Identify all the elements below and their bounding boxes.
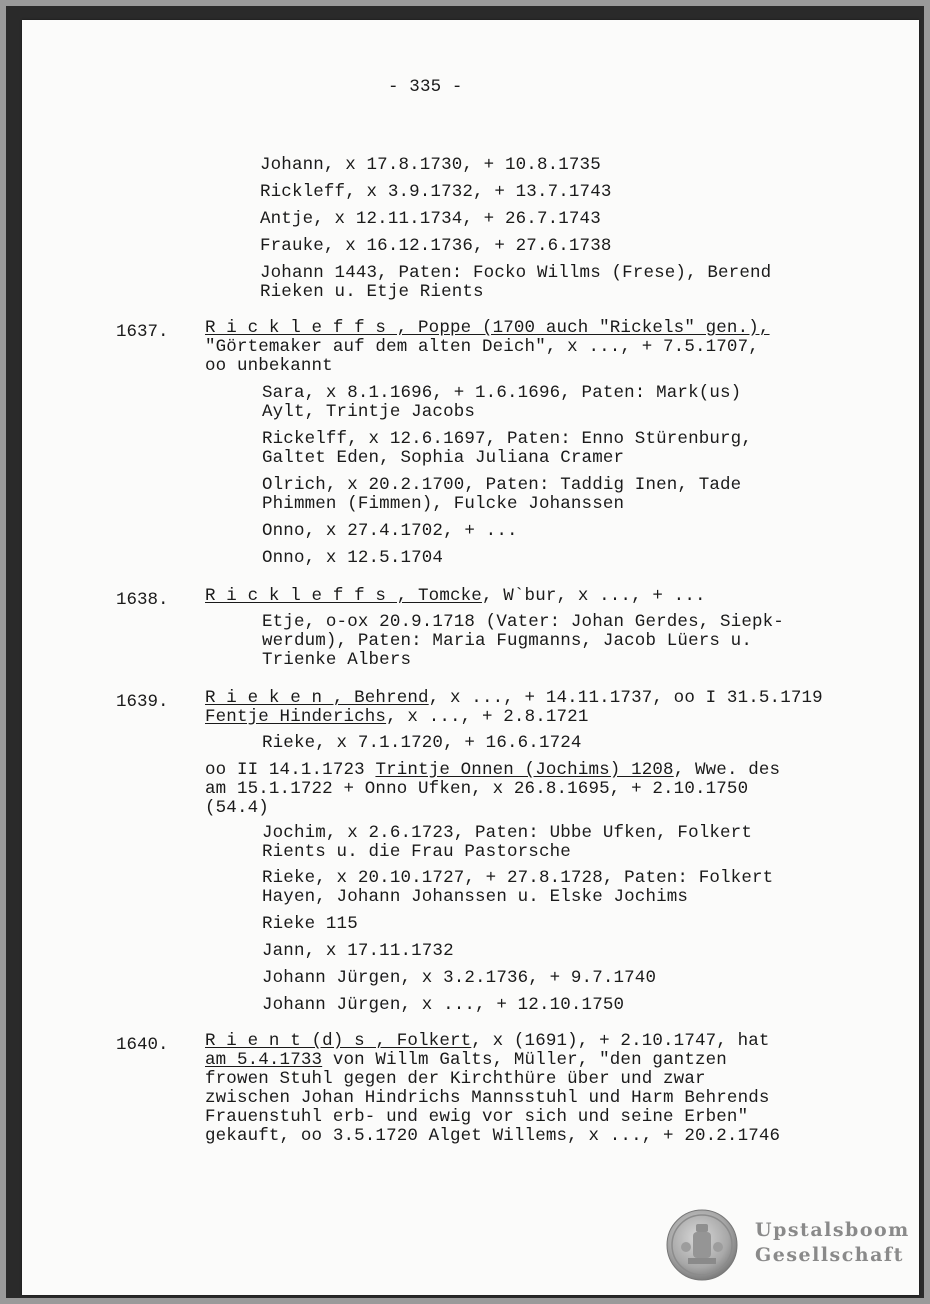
text-line: Rients u. die Frau Pastorsche [262, 842, 571, 862]
text-line: zwischen Johan Hindrichs Mannsstuhl und Harm Behrends [205, 1088, 770, 1108]
text-line: Olrich, x 20.2.1700, Paten: Taddig Inen, Tade [262, 475, 742, 495]
text-line: Jann, x 17.11.1732 [262, 941, 454, 961]
entry-number: 1639. [116, 692, 169, 712]
text-line: Rickleff, x 3.9.1732, + 13.7.1743 [260, 182, 612, 202]
text-rest: von Willm Galts, Müller, "den gantzen [322, 1050, 727, 1070]
text-line: Johann 1443, Paten: Focko Willms (Frese), Berend [260, 263, 772, 283]
text-line: werdum), Paten: Maria Fugmanns, Jacob Lüers u. [262, 631, 752, 651]
text-line: (54.4) [205, 798, 269, 818]
text-line [205, 1050, 727, 1070]
text-line: Johann Jürgen, x 3.2.1736, + 9.7.1740 [262, 968, 657, 988]
spouse-rest: , x ..., + 2.8.1721 [386, 707, 589, 727]
text-line: Frauke, x 16.12.1736, + 27.6.1738 [260, 236, 612, 256]
marriage-rest: , Wwe. des [673, 760, 781, 780]
text-line: oo unbekannt [205, 356, 333, 376]
text-line: Phimmen (Fimmen), Fulcke Johanssen [262, 494, 625, 514]
text-line: Rieke, x 20.10.1727, + 27.8.1728, Paten: Folkert [262, 868, 774, 888]
entry-heading [205, 586, 706, 606]
entry-name: R i e k e n , Behrend [205, 688, 429, 708]
spouse-name: Fentje Hinderichs [205, 707, 387, 727]
entry-heading-rest: , x ..., + 14.11.1737, oo I 31.5.1719 [428, 688, 823, 708]
text-line: Hayen, Johann Johanssen u. Elske Jochims [262, 887, 689, 907]
text-line: am 15.1.1722 + Onno Ufken, x 26.8.1695, + 2.10.1750 [205, 779, 749, 799]
entry-heading-rest: , W`bur, x ..., + ... [481, 586, 706, 606]
text-line: Johann Jürgen, x ..., + 12.10.1750 [262, 995, 625, 1015]
marriage-line [205, 760, 780, 780]
entry-number: 1640. [116, 1035, 169, 1055]
entry-name: R i c k l e f f s , Tomcke [205, 586, 482, 606]
document-page [22, 20, 919, 1295]
spouse-line [205, 707, 588, 727]
entry-heading [205, 688, 823, 708]
watermark-line-1: Upstalsboom [755, 1219, 910, 1241]
text-line: Etje, o-ox 20.9.1718 (Vater: Johan Gerdes, Siepk- [262, 612, 784, 632]
page-frame [6, 6, 924, 1298]
text-line: Rieke, x 7.1.1720, + 16.6.1724 [262, 733, 582, 753]
spouse-name: Trintje Onnen (Jochims) 1208 [375, 760, 674, 780]
watermark-line-2: Gesellschaft [755, 1244, 904, 1266]
text-line: Sara, x 8.1.1696, + 1.6.1696, Paten: Mark(us) [262, 383, 742, 403]
text-line: Trienke Albers [262, 650, 412, 670]
entry-heading [205, 1031, 770, 1051]
marriage-prefix: oo II 14.1.1723 [205, 760, 376, 780]
text-line: Antje, x 12.11.1734, + 26.7.1743 [260, 209, 601, 229]
text-line: Johann, x 17.8.1730, + 10.8.1735 [260, 155, 601, 175]
text-line: Rieken u. Etje Rients [260, 282, 484, 302]
text-line: "Görtemaker auf dem alten Deich", x ..., + 7.5.1707, [205, 337, 759, 357]
seal-icon [666, 1209, 738, 1281]
entry-heading-rest: , x (1691), + 2.10.1747, hat [471, 1031, 770, 1051]
text-line: Galtet Eden, Sophia Juliana Cramer [262, 448, 625, 468]
text-line: Rieke 115 [262, 914, 358, 934]
entry-number: 1637. [116, 322, 169, 342]
entry-heading: R i c k l e f f s , Poppe (1700 auch "Rickels" gen.), [205, 318, 770, 338]
text-line: frowen Stuhl gegen der Kirchthüre über und zwar [205, 1069, 706, 1089]
text-line: Rickelff, x 12.6.1697, Paten: Enno Stürenburg, [262, 429, 752, 449]
text-line: Onno, x 12.5.1704 [262, 548, 444, 568]
entry-number: 1638. [116, 590, 169, 610]
text-line: gekauft, oo 3.5.1720 Alget Willems, x ..., + 20.2.1746 [205, 1126, 781, 1146]
text-line: Aylt, Trintje Jacobs [262, 402, 476, 422]
text-line: Frauenstuhl erb- und ewig vor sich und seine Erben" [205, 1107, 749, 1127]
purchase-date: am 5.4.1733 [205, 1050, 323, 1070]
page-number: - 335 - [388, 77, 463, 97]
text-line: Jochim, x 2.6.1723, Paten: Ubbe Ufken, Folkert [262, 823, 752, 843]
text-line: Onno, x 27.4.1702, + ... [262, 521, 518, 541]
entry-name: R i e n t (d) s , Folkert [205, 1031, 472, 1051]
